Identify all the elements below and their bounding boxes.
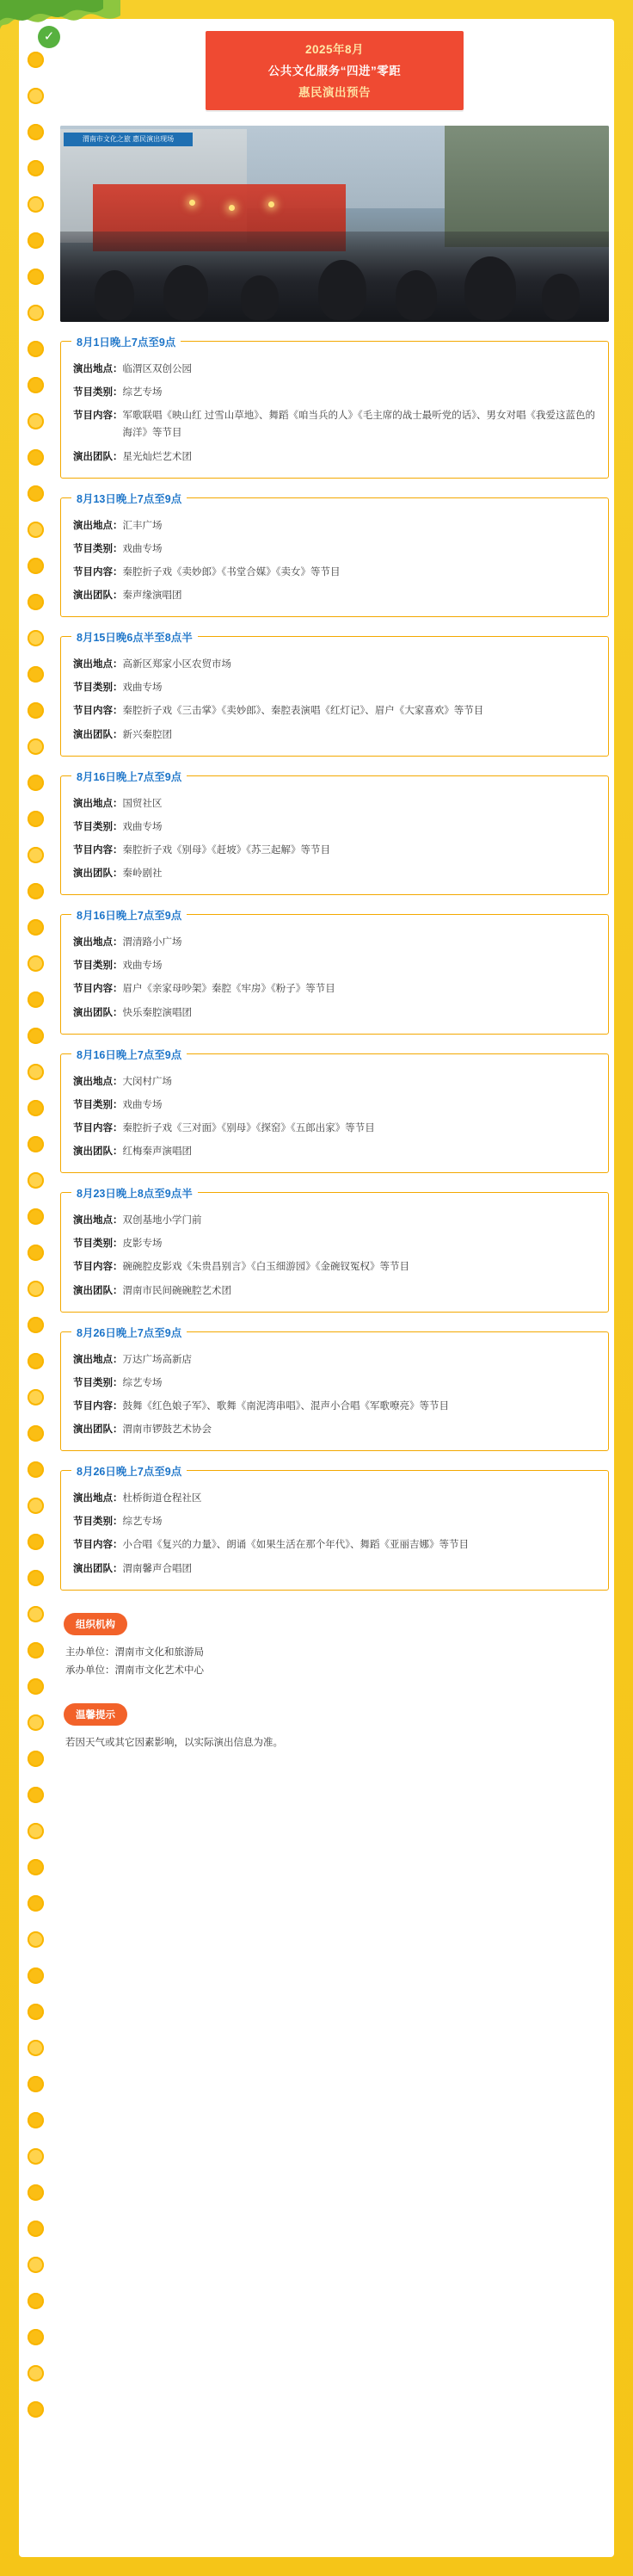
event-category-row xyxy=(73,1235,596,1252)
binding-dot xyxy=(28,2221,44,2237)
title-line-3: 惠民演出预告 xyxy=(298,86,371,99)
label-content: 节目内容： xyxy=(73,1540,123,1551)
value-place: 大闵村广场 xyxy=(122,1076,172,1087)
event-card xyxy=(60,632,609,757)
binding-dot xyxy=(28,522,44,538)
event-content-row xyxy=(73,842,596,859)
value-troupe: 渭南市民间碗碗腔艺术团 xyxy=(122,1285,231,1296)
label-category: 节目类别： xyxy=(73,543,123,554)
event-content-row xyxy=(73,407,596,442)
value-content: 秦腔折子戏《三击掌》《卖妙郎》、秦腔表演唱《红灯记》、眉户《大家喜欢》等节目 xyxy=(122,706,484,717)
binding-dot xyxy=(28,1931,44,1948)
binding-dot xyxy=(28,738,44,755)
performance-photo xyxy=(60,126,609,322)
binding-dot xyxy=(28,88,44,104)
binding-dot xyxy=(28,1859,44,1875)
event-card xyxy=(60,770,609,896)
value-troupe: 秦岭剧社 xyxy=(122,868,163,879)
binding-dot xyxy=(28,2329,44,2345)
poster-title xyxy=(206,31,464,110)
photo-light-2 xyxy=(229,205,235,211)
event-category-row xyxy=(73,1096,596,1114)
event-content-row xyxy=(73,702,596,720)
value-troupe: 秦声缘演唱团 xyxy=(122,590,182,601)
photo-audience-head xyxy=(464,256,516,320)
event-card xyxy=(60,910,609,1035)
value-category: 戏曲专场 xyxy=(122,683,163,694)
binding-dot xyxy=(28,1714,44,1731)
value-place: 国贸社区 xyxy=(122,798,163,809)
binding-dot xyxy=(28,2040,44,2056)
poster-content xyxy=(0,31,633,1769)
value-place: 杜桥街道仓程社区 xyxy=(122,1493,202,1504)
binding-dot xyxy=(28,160,44,176)
value-troupe: 渭南市锣鼓艺术协会 xyxy=(122,1424,212,1435)
value-category: 皮影专场 xyxy=(122,1239,163,1250)
binding-dot xyxy=(28,2112,44,2128)
tip-text: 若因天气或其它因素影响，以实际演出信息为准。 xyxy=(65,1738,283,1749)
binding-dot xyxy=(28,1281,44,1297)
binding-dot xyxy=(28,305,44,321)
label-place: 演出地点： xyxy=(73,937,123,948)
binding-dot xyxy=(28,594,44,610)
binding-dot xyxy=(28,775,44,791)
check-circle-icon: ✓ xyxy=(38,26,60,48)
event-date: 8月1日晚上7点至9点 xyxy=(71,334,181,349)
event-troupe-row xyxy=(73,1004,596,1022)
value-content: 军歌联唱《映山红 过雪山草地》、舞蹈《咱当兵的人》《毛主席的战士最听党的话》、男女对唱《我爱这蓝色的海洋》等节目 xyxy=(122,411,595,439)
title-block xyxy=(43,29,609,110)
label-troupe: 演出团队： xyxy=(73,1563,123,1574)
photo-trees-right xyxy=(445,126,609,247)
binding-dot xyxy=(28,377,44,393)
binding-dot xyxy=(28,2004,44,2020)
event-card xyxy=(60,1188,609,1313)
value-place: 渭清路小广场 xyxy=(122,937,182,948)
photo-audience-head xyxy=(542,274,580,320)
photo-banner-text: 渭南市文化之旅 惠民演出现场 xyxy=(64,133,193,146)
binding-dot xyxy=(28,2293,44,2309)
value-content: 秦腔折子戏《卖妙郎》《书堂合媒》《卖女》等节目 xyxy=(122,566,341,578)
event-content-row xyxy=(73,1536,596,1554)
event-troupe-row xyxy=(73,1282,596,1300)
label-troupe: 演出团队： xyxy=(73,1146,123,1157)
binding-dot xyxy=(28,955,44,972)
event-category-row xyxy=(73,957,596,974)
event-content-row xyxy=(73,980,596,998)
value-content: 碗碗腔皮影戏《朱贵昌别言》《白玉细游园》《金碗钗冤权》等节目 xyxy=(122,1262,409,1273)
label-content: 节目内容： xyxy=(73,1122,123,1134)
value-troupe: 红梅秦声演唱团 xyxy=(122,1146,192,1157)
binding-dot xyxy=(28,1534,44,1550)
label-place: 演出地点： xyxy=(73,1215,123,1226)
event-card xyxy=(60,1048,609,1174)
binding-dot xyxy=(28,1787,44,1803)
label-content: 节目内容： xyxy=(73,411,123,422)
event-place-row xyxy=(73,795,596,812)
binding-dot xyxy=(28,1317,44,1333)
binding-dot xyxy=(28,1570,44,1586)
binding-dot xyxy=(28,1823,44,1839)
value-content: 小合唱《复兴的力量》、朗诵《如果生活在那个年代》、舞蹈《亚丽吉娜》等节目 xyxy=(122,1540,469,1551)
spiral-binding-dots xyxy=(28,52,50,2473)
binding-dot xyxy=(28,1245,44,1261)
event-card xyxy=(60,337,609,479)
value-content: 秦腔折子戏《三对面》《别母》《探窑》《五郎出家》等节目 xyxy=(122,1122,375,1134)
event-place-row xyxy=(73,656,596,673)
label-category: 节目类别： xyxy=(73,1099,123,1110)
event-content-row xyxy=(73,564,596,581)
event-card xyxy=(60,1466,609,1591)
binding-dot xyxy=(28,232,44,249)
label-category: 节目类别： xyxy=(73,683,123,694)
binding-dot xyxy=(28,991,44,1008)
value-troupe: 星光灿烂艺术团 xyxy=(122,451,192,462)
label-troupe: 演出团队： xyxy=(73,729,123,740)
label-place: 演出地点： xyxy=(73,1354,123,1365)
binding-dot xyxy=(28,811,44,827)
event-card xyxy=(60,1326,609,1452)
label-troupe: 演出团队： xyxy=(73,1424,123,1435)
binding-dot xyxy=(28,2148,44,2165)
event-content-row xyxy=(73,1120,596,1137)
binding-dot xyxy=(28,449,44,466)
binding-dot xyxy=(28,1389,44,1405)
event-date: 8月23日晚上8点至9点半 xyxy=(71,1185,198,1201)
event-troupe-row xyxy=(73,865,596,882)
photo-audience-head xyxy=(318,260,366,320)
binding-dot xyxy=(28,666,44,683)
label-place: 演出地点： xyxy=(73,520,123,531)
binding-dot xyxy=(28,52,44,68)
value-content: 眉户《亲家母吵架》秦腔《牢房》《粉子》等节目 xyxy=(122,984,335,995)
binding-dot xyxy=(28,1678,44,1695)
binding-dot xyxy=(28,1028,44,1044)
binding-dot xyxy=(28,919,44,936)
value-content: 鼓舞《红色娘子军》、歌舞《南泥湾串唱》、混声小合唱《军歌嘹亮》等节目 xyxy=(122,1400,449,1412)
event-place-row xyxy=(73,934,596,951)
event-place-row xyxy=(73,361,596,378)
binding-dot xyxy=(28,1172,44,1189)
photo-audience-head xyxy=(396,270,437,320)
binding-dot xyxy=(28,269,44,285)
value-category: 综艺专场 xyxy=(122,1377,163,1388)
event-content-row xyxy=(73,1398,596,1415)
event-place-row xyxy=(73,1212,596,1229)
label-category: 节目类别： xyxy=(73,1517,123,1528)
binding-dot xyxy=(28,558,44,574)
event-card xyxy=(60,492,609,618)
binding-dot xyxy=(28,1606,44,1622)
binding-dot xyxy=(28,1100,44,1116)
event-place-row xyxy=(73,1351,596,1368)
photo-audience-head xyxy=(241,275,279,320)
binding-dot xyxy=(28,341,44,357)
event-date: 8月16日晚上7点至9点 xyxy=(71,769,187,784)
decorative-green-blob xyxy=(0,0,120,45)
event-place-row xyxy=(73,1073,596,1090)
binding-dot xyxy=(28,1136,44,1152)
binding-dot xyxy=(28,1642,44,1659)
value-place: 万达广场高新店 xyxy=(122,1354,192,1365)
binding-dot xyxy=(28,847,44,863)
binding-dot xyxy=(28,2365,44,2381)
value-category: 戏曲专场 xyxy=(122,821,163,832)
binding-dot xyxy=(28,1425,44,1442)
binding-dot xyxy=(28,1353,44,1369)
label-content: 节目内容： xyxy=(73,1262,123,1273)
value-category: 戏曲专场 xyxy=(122,543,163,554)
label-content: 节目内容： xyxy=(73,1400,123,1412)
tips-heading: 温馨提示 xyxy=(64,1703,127,1726)
event-list xyxy=(60,337,609,1591)
value-troupe: 新兴秦腔团 xyxy=(122,729,172,740)
label-troupe: 演出团队： xyxy=(73,1285,123,1296)
event-troupe-row xyxy=(73,1421,596,1438)
organizers-lines xyxy=(60,1644,609,1682)
binding-dot xyxy=(28,1968,44,1984)
label-troupe: 演出团队： xyxy=(73,868,123,879)
event-content-row xyxy=(73,1258,596,1276)
event-category-row xyxy=(73,541,596,558)
label-category: 节目类别： xyxy=(73,387,123,398)
label-place: 演出地点： xyxy=(73,1493,123,1504)
label-category: 节目类别： xyxy=(73,821,123,832)
label-troupe: 演出团队： xyxy=(73,590,123,601)
event-place-row xyxy=(73,1490,596,1507)
binding-dot xyxy=(28,883,44,899)
label-content: 节目内容： xyxy=(73,566,123,578)
organizer-line: 主办单位：渭南市文化和旅游局 xyxy=(65,1646,204,1658)
event-category-row xyxy=(73,819,596,836)
event-date: 8月16日晚上7点至9点 xyxy=(71,907,187,923)
binding-dot xyxy=(28,702,44,719)
event-category-row xyxy=(73,1374,596,1392)
binding-dot xyxy=(28,1751,44,1767)
binding-dot xyxy=(28,124,44,140)
binding-dot xyxy=(28,2076,44,2092)
photo-audience-head xyxy=(163,265,208,320)
event-category-row xyxy=(73,384,596,401)
value-place: 临渭区双创公园 xyxy=(122,364,192,374)
value-category: 综艺专场 xyxy=(122,1517,163,1528)
event-date: 8月16日晚上7点至9点 xyxy=(71,1047,187,1062)
event-date: 8月26日晚上7点至9点 xyxy=(71,1463,187,1479)
value-category: 戏曲专场 xyxy=(122,961,163,972)
binding-dot xyxy=(28,2401,44,2418)
event-troupe-row xyxy=(73,448,596,466)
binding-dot xyxy=(28,1895,44,1912)
binding-dot xyxy=(28,2184,44,2201)
event-troupe-row xyxy=(73,1143,596,1160)
label-place: 演出地点： xyxy=(73,1076,123,1087)
binding-dot xyxy=(28,413,44,429)
photo-light-3 xyxy=(268,201,274,207)
event-place-row xyxy=(73,517,596,534)
label-place: 演出地点： xyxy=(73,798,123,809)
label-content: 节目内容： xyxy=(73,984,123,995)
event-troupe-row xyxy=(73,1560,596,1578)
binding-dot xyxy=(28,2257,44,2273)
binding-dot xyxy=(28,630,44,646)
value-category: 戏曲专场 xyxy=(122,1099,163,1110)
value-category: 综艺专场 xyxy=(122,387,163,398)
event-date: 8月13日晚上7点至9点 xyxy=(71,491,187,506)
title-line-1: 2025年8月 xyxy=(304,43,365,56)
event-category-row xyxy=(73,1513,596,1530)
label-category: 节目类别： xyxy=(73,1239,123,1250)
binding-dot xyxy=(28,1064,44,1080)
label-place: 演出地点： xyxy=(73,659,123,670)
label-category: 节目类别： xyxy=(73,961,123,972)
label-content: 节目内容： xyxy=(73,706,123,717)
title-line-2: 公共文化服务“四进”零距 xyxy=(267,65,402,77)
binding-dot xyxy=(28,1208,44,1225)
binding-dot xyxy=(28,1461,44,1478)
value-place: 双创基地小学门前 xyxy=(122,1215,202,1226)
value-troupe: 渭南馨声合唱团 xyxy=(122,1563,192,1574)
binding-dot xyxy=(28,196,44,213)
photo-audience-head xyxy=(95,270,134,320)
value-troupe: 快乐秦腔演唱团 xyxy=(122,1007,192,1018)
label-place: 演出地点： xyxy=(73,364,123,374)
event-date: 8月15日晚6点半至8点半 xyxy=(71,629,198,645)
organizer-line: 承办单位：渭南市文化艺术中心 xyxy=(65,1665,204,1677)
value-content: 秦腔折子戏《别母》《赶坡》《苏三起解》等节目 xyxy=(122,844,330,856)
value-place: 汇丰广场 xyxy=(122,520,163,531)
photo-light-1 xyxy=(189,200,195,206)
organizers-heading: 组织机构 xyxy=(64,1613,127,1635)
label-troupe: 演出团队： xyxy=(73,1007,123,1018)
value-place: 高新区郑家小区农贸市场 xyxy=(122,659,231,670)
binding-dot xyxy=(28,485,44,502)
label-category: 节目类别： xyxy=(73,1377,123,1388)
event-troupe-row xyxy=(73,726,596,744)
event-date: 8月26日晚上7点至9点 xyxy=(71,1325,187,1340)
event-category-row xyxy=(73,679,596,696)
label-troupe: 演出团队： xyxy=(73,451,123,462)
event-troupe-row xyxy=(73,587,596,604)
label-content: 节目内容： xyxy=(73,844,123,856)
binding-dot xyxy=(28,1498,44,1514)
